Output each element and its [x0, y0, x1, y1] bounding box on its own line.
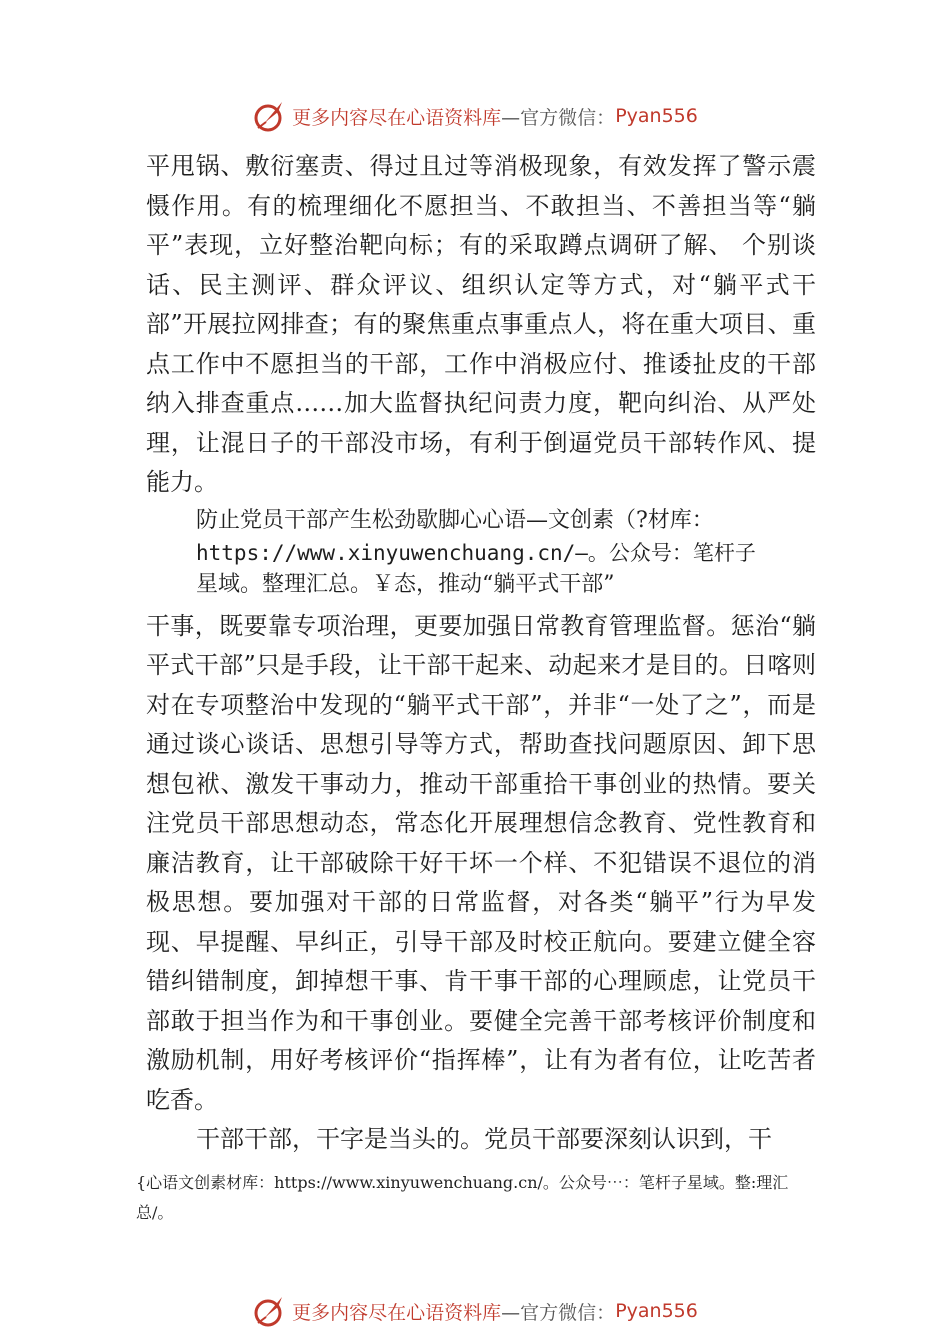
footnote	[136, 1168, 826, 1228]
banner-label: —官方微信：	[501, 1301, 616, 1324]
paragraph-2: 干事，既要靠专项治理，更要加强日常教育管理监督。惩治“躺平式干部”只是手段，让干部干起来、动起来才是目的。日喀则对在专项整治中发现的“躺平式干部”，并非“一处了之”，而是通过谈心谈话、思想引导等方式，帮助查找问题原因、卸下思想包袱、激发干事动力，推动干部重拾干事创业的热情。要关注党员干部思想动态，常态化开展理想信念教育、党性教育和廉洁教育，让干部破除干好干坏一个样、不犯错误不退位的消极思想。要加强对干部的日常监督，对各类“躺平”行为早发现、早提醒、早纠正，引导干部及时校正航向。要建立健全容错纠错制度，卸掉想干事、肯干事干部的心理顾虑，让党员干部敢于担当作为和干事创业。要健全完善干部考核评价制度和激励机制，用好考核评价“指挥棒”，让有为者有位，让吃苦者吃香。	[146, 611, 816, 1114]
quill-logo-icon	[252, 1293, 288, 1329]
banner-wechat-id: Pyan556	[615, 1300, 698, 1322]
banner-wechat-id: Pyan556	[615, 105, 698, 127]
footer-banner	[0, 1291, 950, 1331]
document-body	[146, 147, 816, 1160]
banner-title: 更多内容尽在心语资料库	[292, 1301, 502, 1324]
header-banner	[0, 96, 950, 136]
footnote-line-2: 总/。	[136, 1203, 174, 1222]
quote-url: https://www.xinyuwenchuang.cn/—。公众号：笔杆子	[196, 540, 756, 565]
banner-label: —官方微信：	[501, 106, 616, 129]
paragraph-1: 平甩锅、敷衍塞责、得过且过等消极现象，有效发挥了警示震慑作用。有的梳理细化不愿担当、不敢担当、不善担当等“躺平”表现，立好整治靶向标；有的采取蹲点调研了解、 个别谈话、民主测评、群众评议、组织认定等方式，对“躺平式干部”开展拉网排查；有的聚焦重点事重点人，将在重大项目、重点工作中不愿担当的干部，工作中消极应付、推诿扯皮的干部纳入排查重点……加大监督执纪问责力度，靶向纠治、从严处理，让混日子的干部没市场，有利于倒逼党员干部转作风、提能力。	[146, 152, 816, 496]
quill-logo-icon	[252, 98, 288, 134]
footnote-line-1: {心语文创素材库：https://www.xinyuwenchuang.cn/。公众号⋯：笔杆子星域。整:理汇	[136, 1173, 789, 1192]
quote-line-1: 防止党员干部产生松劲歇脚心心语—文创素（?材库：	[196, 507, 714, 533]
quote-line-3: 星域。整理汇总。￥态，推动“躺平式干部”	[196, 571, 615, 597]
watermark-quote	[146, 505, 816, 601]
banner-title: 更多内容尽在心语资料库	[292, 106, 502, 129]
paragraph-3: 干部干部，干字是当头的。党员干部要深刻认识到，干	[196, 1125, 772, 1153]
